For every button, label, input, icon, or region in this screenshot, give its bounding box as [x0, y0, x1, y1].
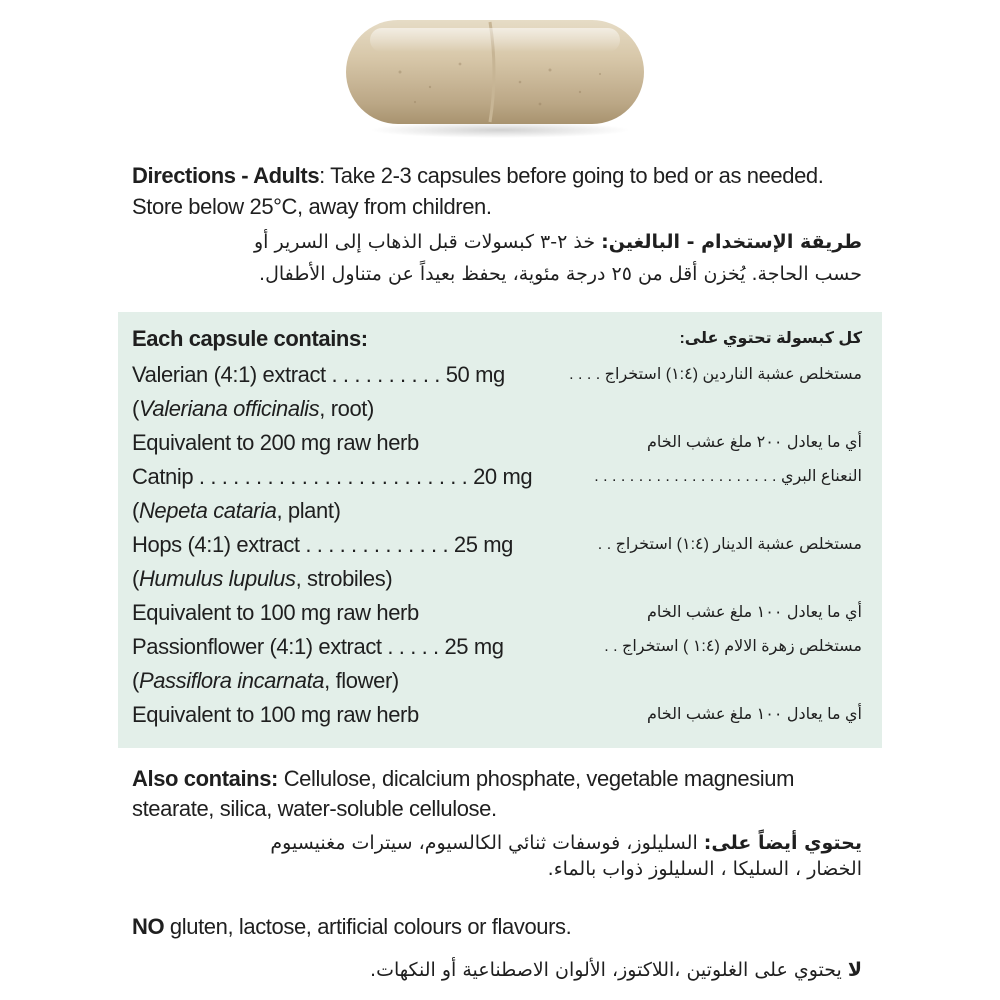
plant-part: , plant) [276, 498, 341, 523]
ingredient-row [132, 392, 862, 426]
ingredient-en: (Humulus lupulus, strobiles) [132, 566, 393, 591]
ingredient-row [132, 460, 862, 494]
also-en-line-1 [132, 764, 862, 794]
ingredient-row [132, 426, 862, 460]
ingredient-ar: مستخلص عشبة الدينار (١:٤) استخراج . . [597, 536, 862, 553]
panel-heading-row [132, 322, 862, 356]
latin-name: Nepeta cataria [138, 498, 277, 523]
also-ar-text-1: السليلوز، فوسفات ثنائي الكالسيوم، سيترات مغنيسيوم [270, 832, 704, 854]
free-from-ar-label: لا [847, 959, 862, 981]
directions-en-label: Directions - Adults [132, 163, 320, 188]
ingredient-en: (Passiflora incarnata, flower) [132, 668, 399, 693]
panel-heading-en: Each capsule contains: [132, 326, 368, 351]
ingredient-row [132, 698, 862, 732]
ingredient-ar: مستخلص زهرة الالام (١:٤ ) استخراج . . [604, 638, 862, 655]
latin-name: Passiflora incarnata [138, 668, 325, 693]
directions-ar [132, 226, 862, 290]
directions-en-text-1: : Take 2-3 capsules before going to bed or as needed. [319, 163, 824, 188]
ingredient-ar: النعناع البري . . . . . . . . . . . . . . . . . . . . . [594, 468, 862, 485]
ingredient-row [132, 664, 862, 698]
ingredient-ar: أي ما يعادل ١٠٠ ملغ عشب الخام [646, 706, 862, 723]
directions-en [132, 160, 862, 222]
ingredient-row [132, 562, 862, 596]
ingredient-en: Equivalent to 100 mg raw herb [132, 600, 419, 625]
ingredient-ar: أي ما يعادل ١٠٠ ملغ عشب الخام [646, 604, 862, 621]
free-from-en-text: gluten, lactose, artificial colours or flavours. [164, 914, 572, 939]
free-from-en [132, 912, 862, 942]
ingredient-en: Equivalent to 100 mg raw herb [132, 702, 419, 727]
free-from-ar-text: يحتوي على الغلوتين ،اللاكتوز، الألوان الاصطناعية أو النكهات. [370, 959, 848, 981]
plant-part: , strobiles) [295, 566, 393, 591]
latin-name: Valeriana officinalis [138, 396, 320, 421]
also-contains-en [132, 764, 862, 824]
ingredient-row [132, 358, 862, 392]
ingredient-row [132, 528, 862, 562]
free-from-en-label: NO [132, 914, 165, 939]
also-en-label: Also contains: [132, 766, 278, 791]
ingredient-en: Equivalent to 200 mg raw herb [132, 430, 419, 455]
directions-ar-text-1: خذ ٢-٣ كبسولات قبل الذهاب إلى السرير أو [253, 231, 602, 253]
also-ar-line-1 [132, 830, 862, 856]
ingredient-en: Passionflower (4:1) extract . . . . . 25 mg [132, 634, 504, 659]
ingredient-en: (Valeriana officinalis, root) [132, 396, 374, 421]
plant-part: , flower) [324, 668, 399, 693]
directions-ar-label: طريقة الإستخدام - البالغين: [601, 231, 862, 253]
ingredient-en: Valerian (4:1) extract . . . . . . . . . . 50 mg [132, 362, 505, 387]
directions-en-line-1 [132, 160, 862, 191]
also-en-text-1: Cellulose, dicalcium phosphate, vegetable magnesium [277, 766, 795, 791]
capsule-icon [340, 12, 650, 140]
also-ar-label: يحتوي أيضاً على: [703, 832, 862, 854]
ingredient-en: Hops (4:1) extract . . . . . . . . . . . . . 25 mg [132, 532, 514, 557]
directions-ar-line-2: حسب الحاجة. يُخزن أقل من ٢٥ درجة مئوية، يحفظ بعيداً عن متناول الأطفال. [259, 263, 862, 285]
also-en-line-2: stearate, silica, water-soluble cellulose. [132, 796, 497, 821]
free-from-ar [132, 955, 862, 985]
ingredient-ar: أي ما يعادل ٢٠٠ ملغ عشب الخام [646, 434, 862, 451]
directions-en-line-2: Store below 25°C, away from children. [132, 194, 492, 219]
plant-part: , root) [319, 396, 374, 421]
directions-ar-line-1 [132, 226, 862, 258]
also-contains-ar [132, 830, 862, 882]
capsule-image [340, 12, 650, 140]
panel-heading-ar: كل كبسولة تحتوي على: [679, 330, 862, 347]
ingredient-row [132, 630, 862, 664]
latin-name: Humulus lupulus [138, 566, 296, 591]
ingredient-row [132, 596, 862, 630]
ingredient-en: Catnip . . . . . . . . . . . . . . . . . . . . . . . . 20 mg [132, 464, 533, 489]
ingredient-row [132, 494, 862, 528]
ingredient-ar: مستخلص عشبة الناردين (١:٤) استخراج . . . . [569, 366, 862, 383]
also-ar-line-2: الخضار ، السليكا ، السليلوز ذواب بالماء. [547, 858, 862, 880]
ingredient-en: (Nepeta cataria, plant) [132, 498, 341, 523]
